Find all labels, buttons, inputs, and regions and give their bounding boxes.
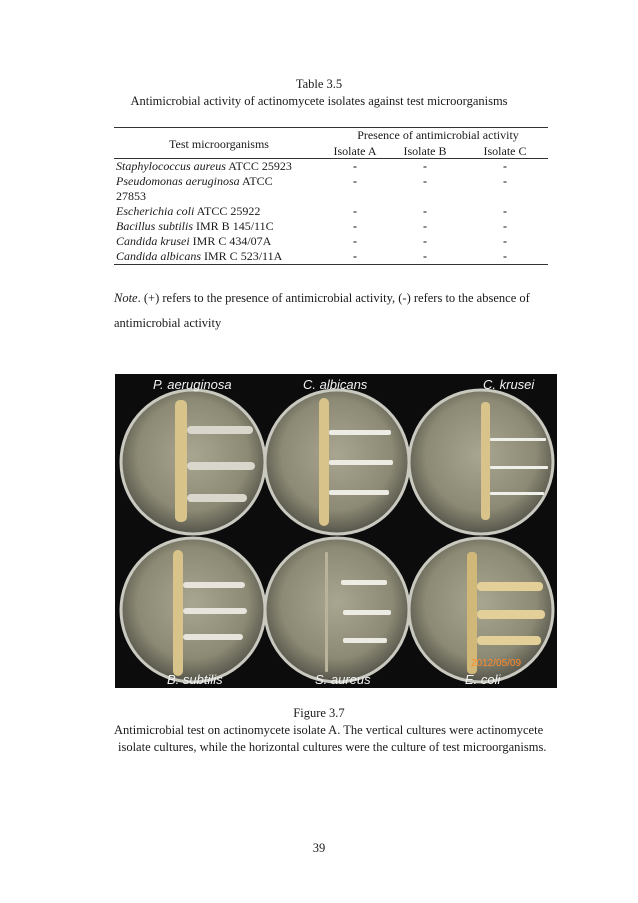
organism-name: Bacillus subtilis IMR B 145/11C (116, 219, 274, 233)
plate-c-albicans (265, 390, 409, 534)
figure-caption-line2: isolate cultures, while the horizontal cultures were the culture of test microorganisms. (118, 740, 547, 754)
plate-label-s-aureus: S. aureus (315, 672, 371, 687)
plate-c-krusei (409, 390, 553, 534)
note-text: . (+) refers to the presence of antimicrobial activity, (-) refers to the absence of antimicrobial activity (114, 291, 530, 330)
table-title: Antimicrobial activity of actinomycete isolates against test microorganisms (130, 94, 508, 108)
figure-caption-line1: Antimicrobial test on actinomycete isolate A. The vertical cultures were actinomycete (114, 723, 544, 737)
cell-isolate-c: - (503, 159, 507, 173)
plate-b-subtilis (121, 538, 265, 682)
organism-name: Pseudomonas aeruginosa ATCC (116, 174, 273, 188)
table-row (114, 204, 548, 219)
cell-isolate-c: - (503, 249, 507, 263)
table-row (114, 174, 548, 189)
plate-p-aeruginosa (121, 390, 265, 534)
plate-label-c-albicans: C. albicans (303, 377, 368, 392)
header-isolate-b: Isolate B (403, 144, 447, 158)
header-isolate-c: Isolate C (483, 144, 527, 158)
cell-isolate-b: - (423, 174, 427, 188)
header-presence-group: Presence of antimicrobial activity (357, 128, 519, 142)
table-note (114, 286, 554, 336)
cell-isolate-c: - (503, 204, 507, 218)
page-number: 39 (312, 841, 326, 855)
table-bottom-rule (114, 264, 548, 265)
organism-name: Escherichia coli ATCC 25922 (116, 204, 261, 218)
cell-isolate-b: - (423, 204, 427, 218)
cell-isolate-b: - (423, 219, 427, 233)
table-row (114, 159, 548, 174)
cell-isolate-c: - (503, 174, 507, 188)
plate-s-aureus (265, 538, 409, 682)
cell-isolate-a: - (353, 174, 357, 188)
plate-label-b-subtilis: B. subtilis (167, 672, 223, 687)
cell-isolate-a: - (353, 234, 357, 248)
cell-isolate-a: - (353, 219, 357, 233)
table-row (114, 234, 548, 249)
date-stamp: 2012/05/09 (471, 658, 522, 669)
cell-isolate-c: - (503, 219, 507, 233)
petri-dish-photo (115, 374, 557, 688)
note-label: Note (114, 291, 138, 305)
plate-label-c-krusei: C. krusei (483, 377, 535, 392)
table-number: Table 3.5 (295, 77, 343, 91)
table-row-continuation (114, 189, 548, 204)
cell-isolate-b: - (423, 249, 427, 263)
cell-isolate-a: - (353, 204, 357, 218)
figure-number: Figure 3.7 (293, 706, 345, 720)
table-row (114, 219, 548, 234)
table-row (114, 249, 548, 264)
cell-isolate-a: - (353, 159, 357, 173)
organism-name: Candida albicans IMR C 523/11A (116, 249, 283, 263)
organism-name: Candida krusei IMR C 434/07A (116, 234, 272, 248)
organism-name: Staphylococcus aureus ATCC 25923 (116, 159, 292, 173)
cell-isolate-b: - (423, 234, 427, 248)
cell-isolate-b: - (423, 159, 427, 173)
plate-label-e-coli: E. coli (465, 672, 501, 687)
cell-isolate-c: - (503, 234, 507, 248)
header-test-microorganisms: Test microorganisms (169, 137, 269, 151)
cell-isolate-a: - (353, 249, 357, 263)
organism-name-line2: 27853 (116, 189, 146, 203)
header-isolate-a: Isolate A (333, 144, 377, 158)
plate-label-p-aeruginosa: P. aeruginosa (153, 377, 232, 392)
